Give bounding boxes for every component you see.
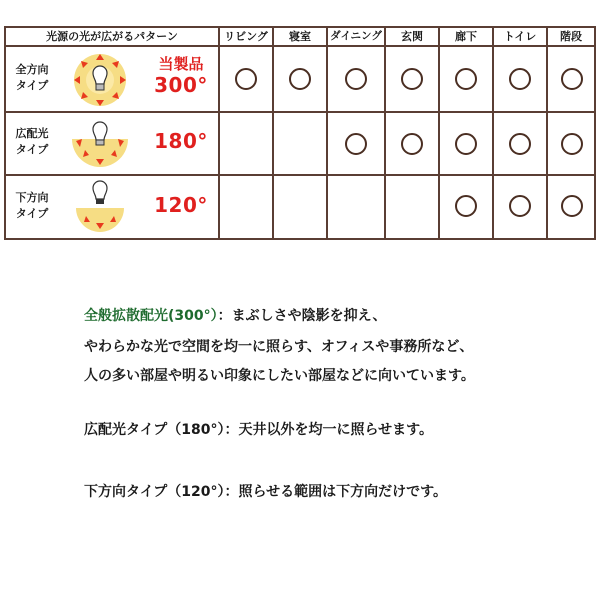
type-suffix: タイプ — [15, 79, 49, 92]
type-label-down — [10, 190, 54, 222]
room-header-stairs: 階段 — [560, 30, 582, 43]
suitable-mark-stairs — [561, 195, 583, 217]
wide-angle-badge — [150, 129, 212, 153]
angle-value: 120° — [154, 193, 208, 217]
this-product-tag: 当製品 — [158, 55, 204, 73]
wide-bulb-icon — [62, 117, 138, 171]
down-description: 下方向タイプ（120°）：照らせる範囲は下方向だけです。 — [84, 484, 447, 500]
table-row-wide — [6, 113, 594, 174]
angle-value: 180° — [154, 129, 208, 153]
table-row-down — [6, 176, 594, 238]
type-name: 広配光 — [15, 127, 49, 140]
corner-header: 光源の光が広がるパターン — [46, 30, 178, 43]
suitable-mark-dining — [345, 133, 367, 155]
suitable-mark-hallway — [455, 68, 477, 90]
suitable-mark-stairs — [561, 133, 583, 155]
omni-description-line3: 人の多い部屋や明るい印象にしたい部屋などに向いています。 — [84, 368, 475, 384]
room-header-toilet: トイレ — [503, 30, 537, 43]
room-header-bedroom: 寝室 — [289, 30, 311, 43]
room-header-hallway: 廊下 — [455, 30, 477, 43]
suitable-mark-toilet — [509, 195, 531, 217]
suitable-mark-stairs — [561, 68, 583, 90]
suitable-mark-dining — [345, 68, 367, 90]
suitable-mark-entrance — [401, 68, 423, 90]
suitable-mark-toilet — [509, 68, 531, 90]
type-label-wide — [10, 126, 54, 158]
room-header-living: リビング — [224, 30, 268, 43]
lighting-pattern-table — [4, 26, 596, 240]
suitable-mark-toilet — [509, 133, 531, 155]
suitable-mark-hallway — [455, 133, 477, 155]
suitable-mark-bedroom — [289, 68, 311, 90]
suitable-mark-living — [235, 68, 257, 90]
room-header-entrance: 玄関 — [401, 30, 423, 43]
table-header-row — [6, 28, 594, 47]
type-name: 下方向 — [15, 191, 49, 204]
wide-description: 広配光タイプ（180°）：天井以外を均一に照らせます。 — [84, 422, 433, 438]
type-name: 全方向 — [15, 63, 49, 76]
table-row-omni — [6, 47, 594, 111]
type-suffix: タイプ — [15, 143, 49, 156]
angle-value: 300° — [154, 73, 208, 97]
type-suffix: タイプ — [15, 207, 49, 220]
omni-text: ：まぶしさや陰影を抑え、 — [217, 308, 387, 324]
down-bulb-icon — [62, 180, 138, 234]
omni-bulb-icon — [58, 51, 142, 109]
down-angle-badge — [150, 193, 212, 217]
type-label-omni — [10, 62, 54, 94]
omni-angle-badge — [150, 55, 212, 97]
suitable-mark-entrance — [401, 133, 423, 155]
omni-description-line1 — [84, 306, 386, 326]
room-header-dining: ダイニング — [330, 30, 382, 42]
omni-title: 全般拡散配光(300°） — [84, 308, 218, 324]
suitable-mark-hallway — [455, 195, 477, 217]
omni-description-line2: やわらかな光で空間を均一に照らす、オフィスや事務所など、 — [84, 339, 474, 355]
